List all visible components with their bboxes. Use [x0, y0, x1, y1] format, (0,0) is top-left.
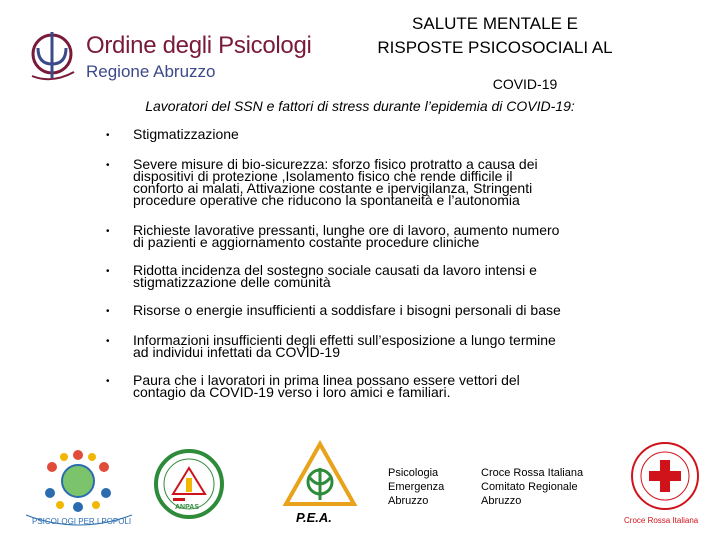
title-line-2: RISPOSTE PSICOSOCIALI AL	[377, 38, 613, 57]
list-item-text: conforto ai malati, Attivazione costante e ipervigilanza, Stringenti	[133, 180, 533, 196]
list-item-text: Richieste lavorative pressanti, lunghe ore di lavoro, aumento numero	[133, 222, 560, 238]
logo-org-name: Ordine degli Psicologi	[86, 32, 312, 59]
text-line: Psicologia	[388, 467, 439, 479]
page-title	[360, 12, 630, 60]
bullet-marker: •	[106, 306, 110, 317]
logo-caption: Croce Rossa Italiana	[624, 516, 699, 525]
bullet-marker: •	[106, 160, 110, 171]
psicologi-per-i-popoli-logo	[20, 445, 138, 533]
psicologia-emergenza-text	[388, 466, 468, 508]
title-line-1: SALUTE MENTALE E	[412, 14, 578, 33]
list-item-text: Paura che i lavoratori in prima linea possano essere vettori del	[133, 372, 520, 388]
list-item-text: dispositivi di protezione ,Isolamento fisico che rende difficile il	[133, 168, 513, 184]
intro-text: Lavoratori del SSN e fattori di stress durante l’epidemia di COVID-19:	[145, 98, 575, 114]
page-subtitle: COVID-19	[492, 76, 558, 92]
list-item-text: Risorse o energie insufficienti a soddisfare i bisogni personali di base	[133, 302, 561, 318]
list-item-text: Ridotta incidenza del sostegno sociale causati da lavoro intensi e	[133, 262, 537, 278]
list-item-text: Informazioni insufficienti degli effetti sull’esposizione a lungo termine	[133, 332, 556, 348]
bullet-marker: •	[106, 226, 110, 237]
list-item-text: di pazienti e aggiornamento costante procedure cliniche	[133, 234, 480, 250]
list-item-text: Stigmatizzazione	[133, 126, 239, 142]
text-line: Comitato Regionale	[481, 481, 578, 493]
text-line: Abruzzo	[481, 495, 522, 507]
ordine-psicologi-logo	[24, 26, 312, 84]
psi-symbol-icon	[24, 26, 84, 84]
croce-rossa-logo	[618, 440, 712, 532]
bullet-marker: •	[106, 266, 110, 277]
anpas-logo	[145, 448, 233, 520]
text-line: Abruzzo	[388, 495, 429, 507]
bullet-marker: •	[106, 376, 110, 387]
list-item-text: contagio da COVID-19 verso i loro amici e familiari.	[133, 384, 451, 400]
bullet-marker: •	[106, 336, 110, 347]
list-item-text: stigmatizzazione delle comunità	[133, 274, 331, 290]
logo-region: Regione Abruzzo	[86, 62, 216, 81]
croce-rossa-comitato-text	[481, 466, 591, 508]
list-item-text: procedure operative che riducono la spontaneità e l’autonomia	[133, 192, 520, 208]
text-line: Emergenza	[388, 481, 445, 493]
bullet-marker: •	[106, 130, 110, 141]
logo-caption: ANPAS	[175, 504, 199, 511]
text-line: Croce Rossa Italiana	[481, 467, 584, 479]
logo-caption: PSICOLOGI PER I POPOLI	[32, 517, 132, 526]
pea-label: P.E.A.	[296, 510, 332, 525]
list-item-text: ad individui infettati da COVID-19	[133, 344, 340, 360]
list-item-text: Severe misure di bio-sicurezza: sforzo fisico protratto a causa dei	[133, 156, 538, 172]
